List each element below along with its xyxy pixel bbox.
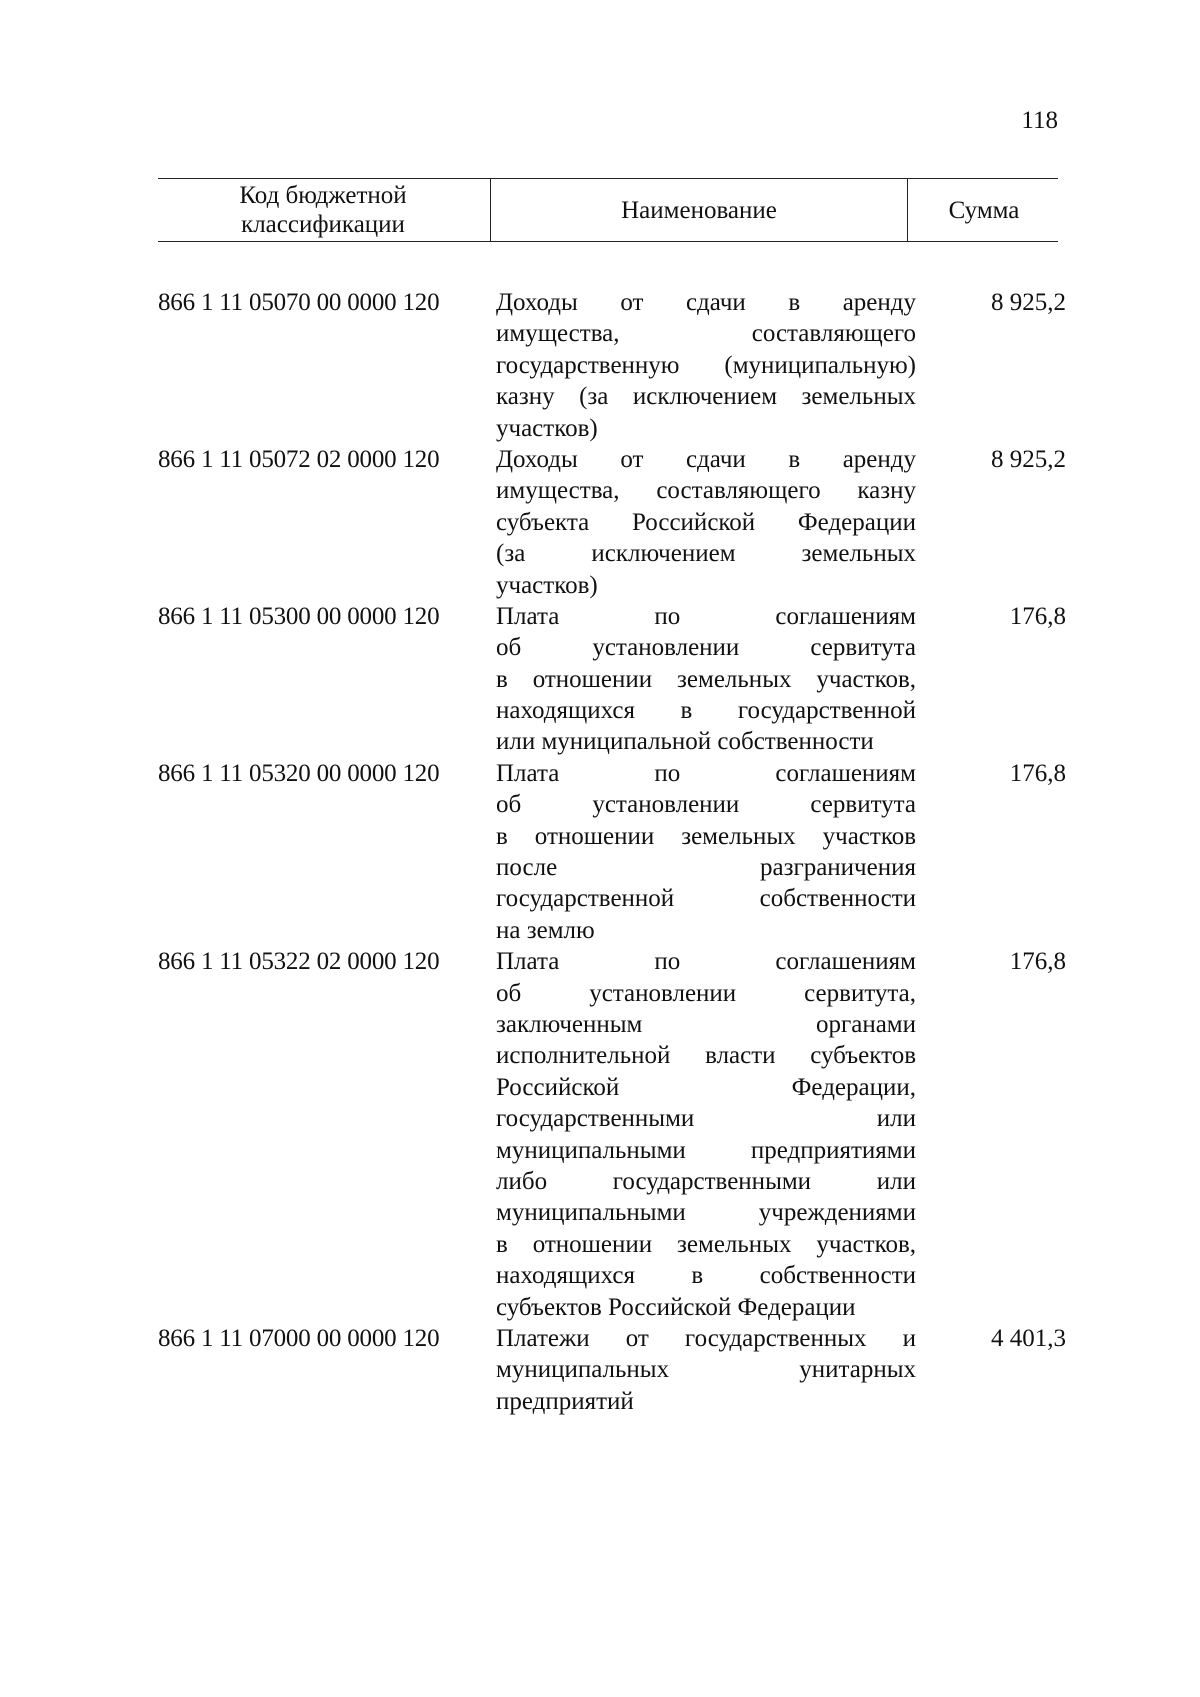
row-code: 866 1 11 05300 00 0000 120 — [158, 602, 440, 630]
table-row — [158, 601, 1068, 758]
header-code-line1: Код бюджетной — [239, 182, 407, 209]
row-sum: 8 925,2 — [991, 445, 1066, 473]
header-name-column: Наименование — [490, 179, 908, 241]
table-body — [158, 287, 1068, 1417]
row-code: 866 1 11 05322 02 0000 120 — [158, 948, 440, 976]
row-name — [496, 946, 916, 1323]
row-name-line: Плата по соглашениям — [496, 948, 916, 976]
row-name-line: Доходы от сдачи в аренду — [496, 289, 916, 316]
row-name-line: либо государственными или — [496, 1167, 916, 1195]
row-name-line: Доходы от сдачи в аренду — [496, 445, 916, 473]
row-name — [496, 1323, 916, 1417]
table-row — [158, 1323, 1068, 1417]
row-name-line: Плата по соглашениям — [496, 759, 916, 787]
table-row — [158, 758, 1068, 946]
row-name-line: государственную (муниципальную) — [496, 351, 916, 379]
row-name-line: на землю — [496, 916, 595, 944]
row-name-line: муниципальными учреждениями — [496, 1199, 916, 1227]
row-sum: 176,8 — [1009, 948, 1066, 976]
row-sum: 176,8 — [1009, 602, 1066, 630]
row-name-line: находящихся в собственности — [496, 1262, 916, 1290]
header-code-line2: классификации — [241, 211, 405, 238]
table-row — [158, 287, 1068, 444]
page-number: 118 — [1021, 107, 1058, 134]
row-name-line: государственной собственности — [496, 885, 916, 913]
row-name-line: казну (за исключением земельных — [496, 383, 916, 411]
row-name-line: (за исключением земельных — [496, 540, 916, 568]
row-name-line: в отношении земельных участков, — [496, 665, 916, 693]
row-name-line: имущества, составляющего — [496, 320, 916, 348]
row-name-line: муниципальных унитарных — [496, 1356, 916, 1384]
row-name-line: в отношении земельных участков, — [496, 1230, 916, 1258]
row-name-line: муниципальными предприятиями — [496, 1136, 916, 1164]
row-name-line: Платежи от государственных и — [496, 1324, 916, 1352]
row-name-line: субъектов Российской Федерации — [496, 1293, 856, 1321]
header-sum-column: Сумма — [948, 196, 1020, 224]
row-name-line: Плата по соглашениям — [496, 602, 916, 630]
row-name-line: государственными или — [496, 1105, 916, 1133]
row-name-line: в отношении земельных участков — [496, 822, 916, 850]
row-name-line: Российской Федерации, — [496, 1073, 916, 1101]
row-code: 866 1 11 05072 02 0000 120 — [158, 445, 440, 473]
row-name-line: об установлении сервитута, — [496, 979, 916, 1007]
table-header — [158, 178, 1058, 242]
table-row — [158, 946, 1068, 1323]
row-code: 866 1 11 07000 00 0000 120 — [158, 1324, 440, 1352]
row-sum: 4 401,3 — [991, 1324, 1066, 1352]
row-name-line: имущества, составляющего казну — [496, 477, 916, 505]
row-sum: 8 925,2 — [991, 289, 1066, 316]
row-code: 866 1 11 05320 00 0000 120 — [158, 759, 440, 787]
row-name-line: заключенным органами — [496, 1010, 916, 1038]
row-name-line: субъекта Российской Федерации — [496, 508, 916, 536]
row-code: 866 1 11 05070 00 0000 120 — [158, 289, 440, 316]
row-name-line: после разграничения — [496, 854, 916, 882]
row-name-line: участков) — [496, 414, 598, 442]
row-name-line: участков) — [496, 571, 598, 599]
row-name — [496, 287, 916, 444]
row-name-line: предприятий — [496, 1387, 634, 1415]
row-name — [496, 444, 916, 601]
row-name-line: об установлении сервитута — [496, 791, 916, 819]
row-name — [496, 758, 916, 946]
row-name-line: или муниципальной собственности — [496, 728, 874, 756]
row-name — [496, 601, 916, 758]
row-sum: 176,8 — [1009, 759, 1066, 787]
table-row — [158, 444, 1068, 601]
row-name-line: находящихся в государственной — [496, 697, 916, 725]
header-code-column — [158, 179, 488, 241]
row-name-line: исполнительной власти субъектов — [496, 1042, 916, 1070]
row-name-line: об установлении сервитута — [496, 634, 916, 662]
